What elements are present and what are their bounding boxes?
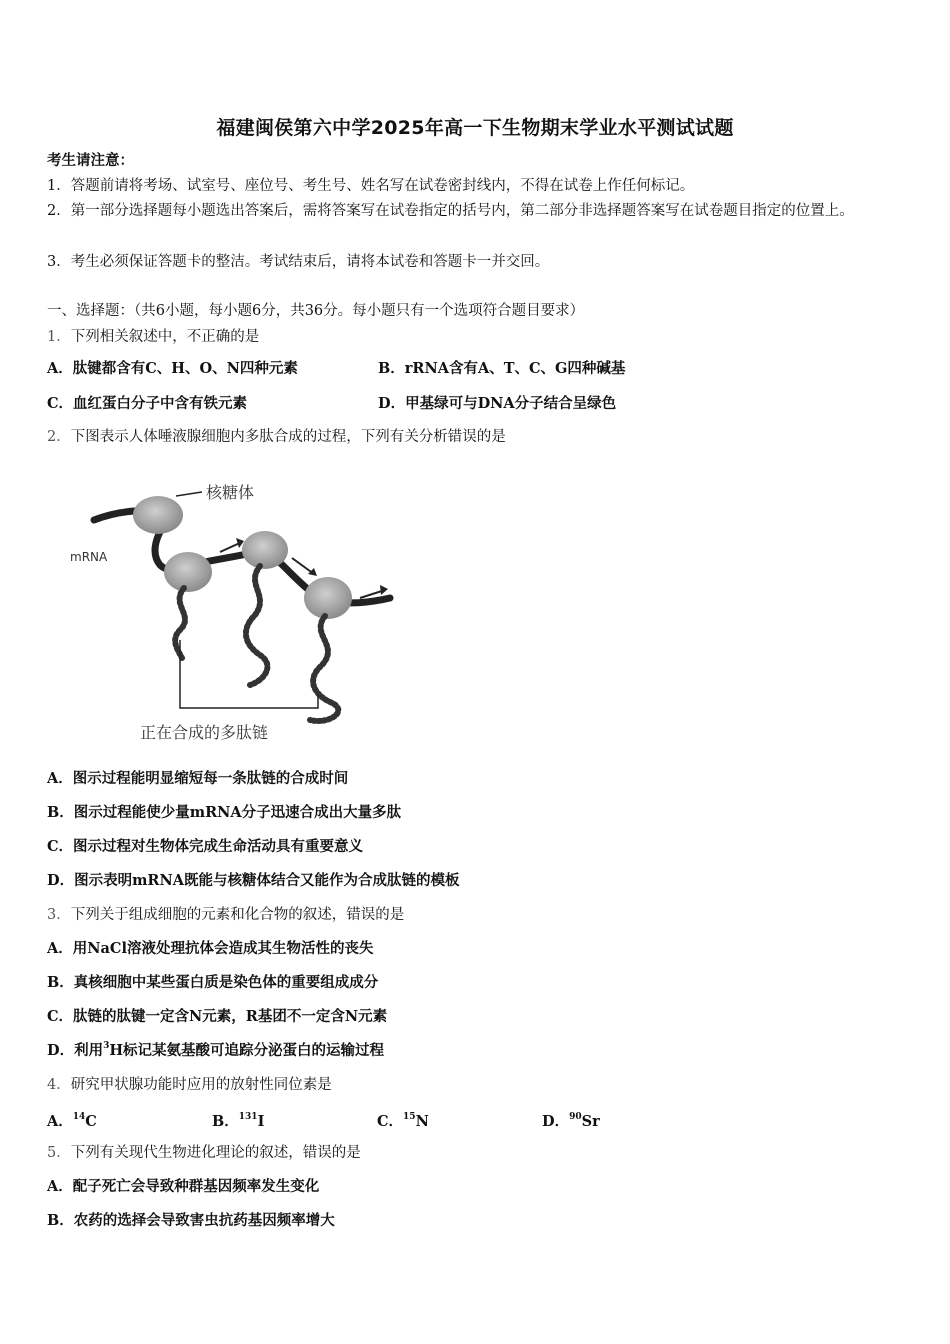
question-stem: 下列关于组成细胞的元素和化合物的叙述，错误的是 [70,907,405,923]
notice-item-2: 2．第一部分选择题每小题选出答案后，需将答案写在试卷指定的括号内，第二部分非选择题答案写在试卷题目指定的位置上。 [47,203,854,219]
question-5 [47,1144,361,1162]
q4-option-a: A．$^{14}$C [47,1112,97,1130]
q1-option-d: D．甲基绿可与DNA分子结合呈绿色 [378,395,617,412]
notice-item-3: 3．考生必须保证答题卡的整洁。考试结束后，请将本试卷和答题卡一并交回。 [47,254,550,270]
q1-option-a: A．肽键都含有C、H、O、N四种元素 [47,360,298,377]
notice-item-1: 1．答题前请将考场、试室号、座位号、考生号、姓名写在试卷密封线内，不得在试卷上作任何标记。 [47,178,695,194]
q5-option-b: B．农药的选择会导致害虫抗药基因频率增大 [47,1212,335,1229]
question-2 [47,428,506,446]
q2-option-a: A．图示过程能明显缩短每一条肽链的合成时间 [47,770,349,787]
polypeptide-chain [310,616,338,721]
option-text: D．利用 [47,1042,104,1059]
q4-option-b: B．$^{131}$I [212,1112,265,1130]
ribosome-label: 核糖体 [206,483,255,502]
q5-option-a: A．配子死亡会导致种群基因频率发生变化 [47,1178,320,1195]
question-4 [47,1076,332,1094]
isotope-mass: 3 [103,1041,110,1051]
q2-option-b: B．图示过程能使少量mRNA分子迅速合成出大量多肽 [47,804,402,821]
q3-option-d [47,1042,384,1060]
polypeptide-label: 正在合成的多肽链 [140,723,269,742]
polysome-diagram [60,470,420,755]
question-number: 1． [47,329,71,345]
q4-option-d: D．$^{90}$Sr [542,1112,600,1130]
section-heading: 一、选择题：（共6小题，每小题6分，共36分。每小题只有一个选项符合题目要求） [47,303,585,319]
mrna-label: mRNA [70,550,108,564]
question-number: 2． [47,429,71,445]
q2-option-c: C．图示过程对生物体完成生命活动具有重要意义 [47,838,364,855]
option-text: H标记某氨基酸可追踪分泌蛋白的运输过程 [109,1042,385,1059]
label-bracket [180,640,318,708]
q3-option-b: B．真核细胞中某些蛋白质是染色体的重要组成成分 [47,974,379,991]
polysome-figure [60,470,420,755]
q2-option-d: D．图示表明mRNA既能与核糖体结合又能作为合成肽链的模板 [47,872,460,889]
question-1 [47,328,259,346]
question-number: 5． [47,1145,71,1161]
question-number: 3． [47,907,71,923]
notice-heading: 考生请注意： [47,152,134,169]
ribosome [304,577,352,619]
question-stem: 研究甲状腺功能时应用的放射性同位素是 [70,1077,332,1093]
q4-option-c: C．$^{15}$N [377,1112,429,1130]
q1-option-b: B．rRNA含有A、T、C、G四种碱基 [378,360,626,377]
polypeptide-chain [246,566,267,685]
q3-option-c: C．肽链的肽键一定含N元素，R基团不一定含N元素 [47,1008,388,1025]
question-number: 4． [47,1077,71,1093]
question-3 [47,906,404,924]
ribosome [164,552,212,592]
page-title: 福建闽侯第六中学2025年高一下生物期末学业水平测试试题 [216,117,734,139]
ribosome [242,531,288,569]
question-stem: 下列有关现代生物进化理论的叙述，错误的是 [70,1145,361,1161]
ribosome [133,496,183,534]
q3-option-a: A．用NaCl溶液处理抗体会造成其生物活性的丧失 [47,940,374,957]
q1-option-c: C．血红蛋白分子中含有铁元素 [47,395,248,412]
question-stem: 下图表示人体唾液腺细胞内多肽合成的过程，下列有关分析错误的是 [70,429,506,445]
question-stem: 下列相关叙述中，不正确的是 [70,329,260,345]
ribosome-pointer [176,492,202,496]
